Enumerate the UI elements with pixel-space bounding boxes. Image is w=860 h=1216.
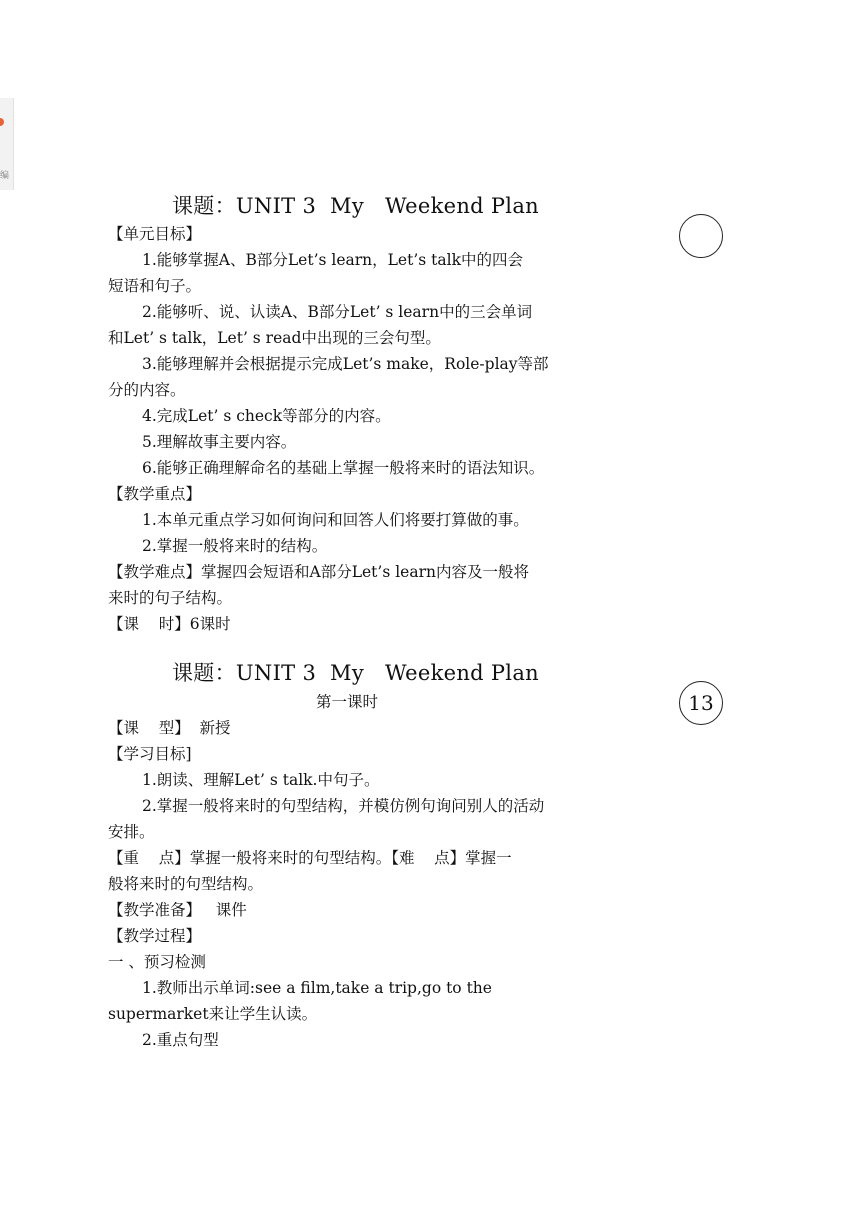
objective-line: 2.能够听、说、认读A、B部分Let’ s learn中的三会单词 xyxy=(142,303,533,321)
teaching-prep: 【教学准备】 课件 xyxy=(108,901,247,919)
step-line: supermarket来让学生认读。 xyxy=(108,1005,318,1023)
lesson-subtitle: 第一课时 xyxy=(316,693,379,711)
page-mark-circle-empty xyxy=(679,214,723,258)
lesson-type: 【课 型】 新授 xyxy=(108,719,231,737)
keypoint-line: 1.本单元重点学习如何询问和回答人们将要打算做的事。 xyxy=(142,511,529,529)
objective-line: 短语和句子。 xyxy=(108,277,202,295)
goal-line: 1.朗读、理解Let’ s talk.中句子。 xyxy=(142,771,380,789)
class-hours: 【课 时】6课时 xyxy=(108,615,231,633)
objective-line: 和Let’ s talk，Let’ s read中出现的三会句型。 xyxy=(108,329,441,347)
page-number-circle: 13 xyxy=(679,681,723,725)
difficulty-line: 【教学难点】掌握四会短语和A部分Let’s learn内容及一般将 xyxy=(108,563,529,581)
step-line: 1.教师出示单词:see a film,take a trip,go to the xyxy=(142,979,492,997)
process-heading: 【教学过程】 xyxy=(108,927,202,945)
difficulty-line: 来时的句子结构。 xyxy=(108,589,233,607)
objective-line: 1.能够掌握A、B部分Let’s learn，Let’s talk中的四会 xyxy=(142,251,523,269)
keypoint-line: 2.掌握一般将来时的结构。 xyxy=(142,537,328,555)
unit-title: 课题：UNIT 3 My Weekend Plan xyxy=(172,194,539,218)
objective-line: 分的内容。 xyxy=(108,381,186,399)
objective-line: 4.完成Let’ s check等部分的内容。 xyxy=(142,407,391,425)
objectives-heading: 【单元目标】 xyxy=(108,225,202,243)
objective-line: 6.能够正确理解命名的基础上掌握一般将来时的语法知识。 xyxy=(142,459,545,477)
key-difficulty-line: 般将来时的句型结构。 xyxy=(108,875,264,893)
keypoints-heading: 【教学重点】 xyxy=(108,485,202,503)
side-tab-label: 编 xyxy=(0,171,10,181)
goal-line: 2.掌握一般将来时的句型结构，并模仿例句询问别人的活动 xyxy=(142,797,545,815)
objective-line: 5.理解故事主要内容。 xyxy=(142,433,297,451)
lesson-title: 课题：UNIT 3 My Weekend Plan xyxy=(172,661,539,685)
notification-dot xyxy=(0,118,4,126)
objective-line: 3.能够理解并会根据提示完成Let’s make，Role-play等部 xyxy=(142,355,549,373)
section-heading: 一 、预习检测 xyxy=(108,953,206,971)
goals-heading: 【学习目标] xyxy=(108,745,192,763)
goal-line: 安排。 xyxy=(108,823,155,841)
step-line: 2.重点句型 xyxy=(142,1031,219,1049)
key-difficulty-line: 【重 点】掌握一般将来时的句型结构。【难 点】掌握一 xyxy=(108,849,512,867)
